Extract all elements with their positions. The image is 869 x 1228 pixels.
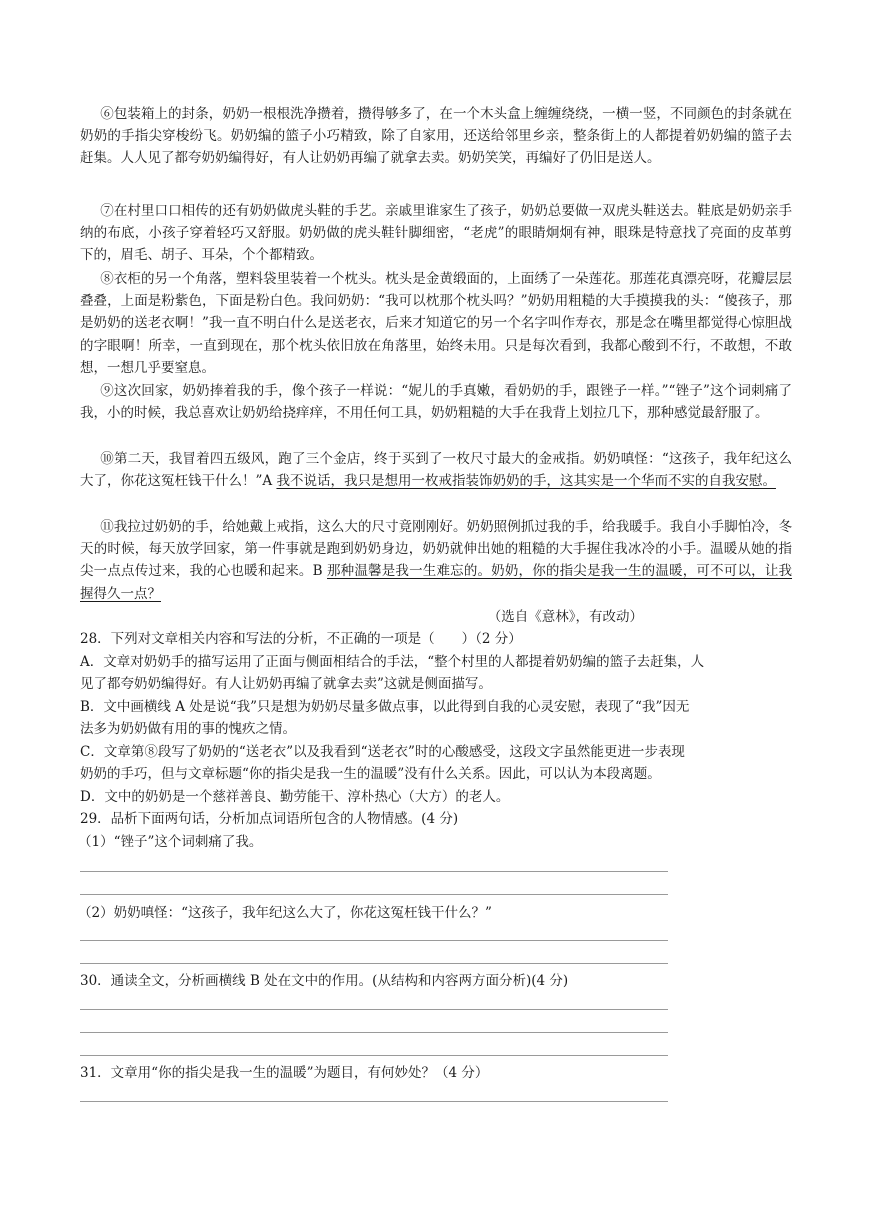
paragraph-10: [80, 448, 792, 492]
paragraph-7-text: ⑦在村里口口相传的还有奶奶做虎头鞋的手艺。亲戚里谁家生了孩子，奶奶总要做一双虎头鞋送去。鞋底是奶奶亲手纳的布底，小孩子穿着轻巧又舒服。奶奶做的虎头鞋针脚细密，“老虎”的眼睛炯炯有神，眼珠是特意找了亮面的皮革剪下的，眉毛、胡子、耳朵，个个都精致。: [80, 203, 792, 264]
answer-line: [80, 1032, 668, 1033]
paragraph-11: [80, 516, 792, 605]
paragraph-8: [80, 268, 792, 379]
paragraph-11-text: ⑪我拉过奶奶的手，给她戴上戒指，这么大的尺寸竟刚刚好。奶奶照例抓过我的手，给我暖手。我自小手脚怕冷，冬天的时候，每天放学回家，第一件事就是跑到奶奶身边，奶奶就伸出她的粗糙的大手握住我冰冷的小手。温暖从她的指尖一点点传过来，我的心也暖和起来。B: [80, 519, 792, 580]
q28-option-b: B．文中画横线 A 处是说“我”只是想为奶奶尽量多做点事，以此得到自我的心灵安慰，表现了“我”因无: [80, 699, 690, 715]
q31-stem: 31．文章用“你的指尖是我一生的温暖”为题目，有何妙处？（4 分）: [80, 1065, 489, 1081]
q29-sentence-1: （1）“锉子”这个词刺痛了我。: [78, 834, 263, 850]
q28-option-b-cont: 法多为奶奶做有用的事的愧疚之情。: [80, 721, 296, 737]
answer-line: [80, 963, 668, 964]
q28-stem: 28．下列对文章相关内容和写法的分析，不正确的一项是（ ）（2 分）: [80, 631, 522, 647]
q28-option-a: A．文章对奶奶手的描写运用了正面与侧面相结合的手法，“整个村里的人都提着奶奶编的篮子去赶集，人: [80, 654, 705, 670]
paragraph-9-text: ⑨这次回家，奶奶捧着我的手，像个孩子一样说：“妮儿的手真嫩，看奶奶的手，跟锉子一样。”“锉子”这个词刺痛了我，小的时候，我总喜欢让奶奶给挠痒痒，不用任何工具，奶奶粗糙的大手在我背上划拉几下，那种感觉最舒服了。: [80, 383, 792, 422]
paragraph-9: [80, 380, 792, 424]
q29-stem: 29．品析下面两句话，分析加点词语所包含的人物情感。(4 分): [80, 811, 459, 827]
underline-b: 那种温馨是我一生难忘的。奶奶，你的指尖是我一生的温暖，可不可以，让我握得久一点？: [80, 563, 793, 602]
paragraph-6: [80, 103, 792, 170]
answer-line: [80, 1055, 668, 1056]
answer-line: [80, 940, 668, 941]
q28-option-c-cont: 奶奶的手巧，但与文章标题“你的指尖是我一生的温暖”没有什么关系。因此，可以认为本段离题。: [80, 766, 661, 782]
paragraph-8-text: ⑧衣柜的另一个角落，塑料袋里装着一个枕头。枕头是金黄缎面的，上面绣了一朵莲花。那莲花真漂亮呀，花瓣层层叠叠，上面是粉紫色，下面是粉白色。我问奶奶：“我可以枕那个枕头吗？”奶奶用粗糙的大手摸摸我的头：“傻孩子，那是奶奶的送老衣啊！”我一直不明白什么是送老衣，后来才知道它的另一个名字叫作寿衣，那是念在嘴里都觉得心惊胆战的字眼啊！所幸，一直到现在，那个枕头依旧放在角落里，始终未用。只是每次看到，我都心酸到不行，不敢想，不敢想，一想几乎要窒息。: [80, 271, 792, 376]
q28-option-a-cont: 见了都夸奶奶编得好。有人让奶奶再编了就拿去卖”这就是侧面描写。: [80, 676, 492, 692]
answer-line: [80, 871, 668, 872]
q30-stem: 30．通读全文，分析画横线 B 处在文中的作用。(从结构和内容两方面分析)(4 分): [80, 973, 569, 989]
answer-line: [80, 1101, 668, 1102]
q28-option-c: C．文章第⑧段写了奶奶的“送老衣”以及我看到“送老衣”时的心酸感受，这段文字虽然能更进一步表现: [80, 744, 685, 760]
q29-sentence-2: （2）奶奶嗔怪：“这孩子，我年纪这么大了，你花这冤枉钱干什么？”: [78, 905, 492, 921]
underline-a: 我不说话，我只是想用一枚戒指装饰奶奶的手，这其实是一个华而不实的自我安慰。: [276, 473, 776, 490]
q28-option-d: D．文中的奶奶是一个慈祥善良、勤劳能干、淳朴热心（大方）的老人。: [80, 789, 510, 805]
source-note: （选自《意林》，有改动）: [487, 609, 643, 625]
paragraph-7: [80, 200, 792, 267]
answer-line: [80, 1009, 668, 1010]
paragraph-10-text: ⑩第二天，我冒着四五级风，跑了三个金店，终于买到了一枚尺寸最大的金戒指。奶奶嗔怪：“这孩子，我年纪这么大了，你花这冤枉钱干什么！”A: [80, 451, 792, 490]
answer-line: [80, 894, 668, 895]
paragraph-6-text: ⑥包装箱上的封条，奶奶一根根洗净攒着，攒得够多了，在一个木头盒上缠缠绕绕，一横一竖，不同颜色的封条就在奶奶的手指尖穿梭纷飞。奶奶编的篮子小巧精致，除了自家用，还送给邻里乡亲，整条街上的人都提着奶奶编的篮子去赶集。人人见了都夸奶奶编得好，有人让奶奶再编了就拿去卖。奶奶笑笑，再编好了仍旧是送人。: [80, 106, 792, 167]
